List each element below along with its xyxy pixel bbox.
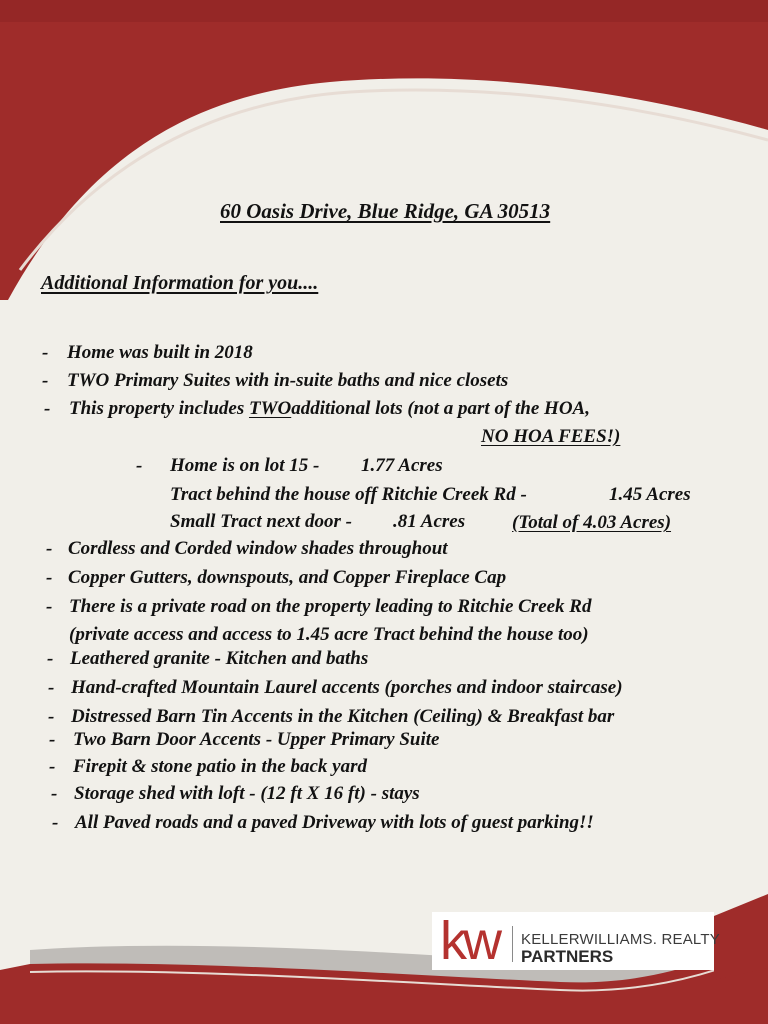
total-acres: (Total of 4.03 Acres) <box>512 512 672 533</box>
lots-emphasis: TWO <box>248 398 292 419</box>
logo-divider <box>512 926 513 962</box>
kw-logo-mark: kw <box>440 911 498 971</box>
lot-acres: .81 Acres <box>393 511 466 532</box>
bullet-text <box>69 398 590 420</box>
bullet-dash: - <box>46 538 53 559</box>
bullet-text: Distressed Barn Tin Accents in the Kitchen (Ceiling) & Breakfast bar <box>71 706 615 727</box>
bullet-text: Leathered granite - Kitchen and baths <box>70 648 369 669</box>
bullet-text: There is a private road on the property leading to Ritchie Creek Rd <box>69 596 592 617</box>
bullet-dash: - <box>47 648 54 669</box>
lot-dash: - <box>136 455 143 476</box>
bullet-text: All Paved roads and a paved Driveway with lots of guest parking!! <box>75 812 594 833</box>
property-address: 60 Oasis Drive, Blue Ridge, GA 30513 <box>220 199 551 223</box>
lots-suffix: additional lots (not a part of the HOA, <box>291 398 590 419</box>
keller-williams-logo <box>432 911 720 971</box>
bullet-text: Home was built in 2018 <box>67 342 253 363</box>
bullet-dash: - <box>42 342 49 363</box>
bullet-dash: - <box>52 812 59 833</box>
bullet-text: Two Barn Door Accents - Upper Primary Suite <box>73 729 440 750</box>
bullet-text: Firepit & stone patio in the back yard <box>73 756 367 777</box>
bullet-text: Storage shed with loft - (12 ft X 16 ft) - stays <box>74 783 420 804</box>
bullet-text: TWO Primary Suites with in-suite baths and nice closets <box>67 370 509 391</box>
bullet-dash: - <box>49 729 56 750</box>
brokerage-office: PARTNERS <box>521 947 614 966</box>
bullet-dash: - <box>51 783 58 804</box>
bullet-dash: - <box>48 706 55 727</box>
bullet-dash: - <box>44 398 51 419</box>
lots-prefix: This property includes <box>69 398 249 419</box>
top-swoosh-decoration <box>0 0 768 310</box>
bullet-text: Copper Gutters, downspouts, and Copper Fireplace Cap <box>68 567 507 588</box>
bullet-text: Hand-crafted Mountain Laurel accents (porches and indoor staircase) <box>71 677 623 698</box>
bullet-dash: - <box>46 567 53 588</box>
no-hoa-fees: NO HOA FEES!) <box>481 426 621 447</box>
bullet-dash: - <box>42 370 49 391</box>
lot-acres: 1.45 Acres <box>609 484 691 505</box>
bullet-text: Cordless and Corded window shades throughout <box>68 538 448 559</box>
bullet-dash: - <box>49 756 56 777</box>
bullet-dash: - <box>46 596 53 617</box>
lot-acres: 1.77 Acres <box>361 455 443 476</box>
intro-heading: Additional Information for you.... <box>41 272 319 294</box>
brokerage-name: KELLERWILLIAMS. REALTY <box>521 931 720 948</box>
bullet-dash: - <box>48 677 55 698</box>
bullet-text: (private access and access to 1.45 acre Tract behind the house too) <box>69 624 589 645</box>
lot-label: Small Tract next door - <box>170 511 352 532</box>
lot-label: Home is on lot 15 - <box>170 455 320 476</box>
lot-label: Tract behind the house off Ritchie Creek Rd - <box>170 484 527 505</box>
